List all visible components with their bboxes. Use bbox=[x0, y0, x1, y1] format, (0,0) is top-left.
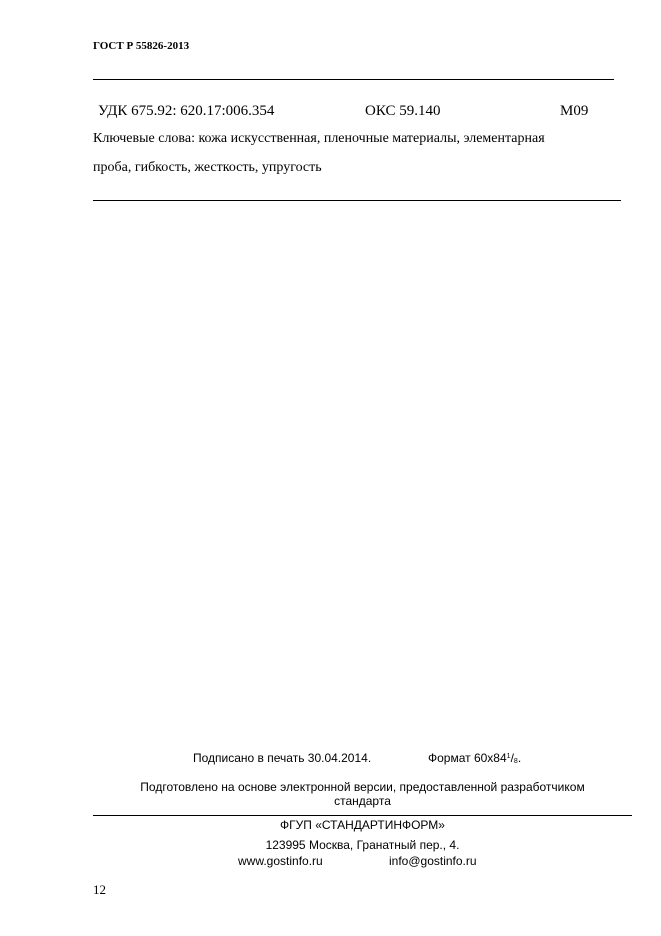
keywords-line-1: Ключевые слова: кожа искусственная, пленочные материалы, элементарная bbox=[93, 131, 545, 146]
format-prefix: Формат 60x84 bbox=[428, 751, 507, 765]
page-number: 12 bbox=[93, 882, 106, 897]
format-numerator: 1 bbox=[506, 753, 511, 760]
keywords-line-2: проба, гибкость, жесткость, упругость bbox=[93, 160, 322, 175]
udk-code: УДК 675.92: 620.17:006.354 bbox=[98, 103, 275, 119]
standard-code: ГОСТ Р 55826-2013 bbox=[93, 40, 190, 52]
format-suffix: . bbox=[517, 751, 522, 765]
publisher-address: 123995 Москва, Гранатный пер., 4. bbox=[265, 838, 460, 852]
format-denominator: 8 bbox=[513, 758, 518, 765]
publisher-name: ФГУП «СТАНДАРТИНФОРМ» bbox=[280, 818, 445, 832]
classification-code: М09 bbox=[560, 103, 589, 119]
imprint-divider bbox=[93, 815, 632, 816]
oks-code: ОКС 59.140 bbox=[365, 103, 441, 119]
publisher-email[interactable]: info@gostinfo.ru bbox=[389, 854, 477, 868]
publisher-website[interactable]: www.gostinfo.ru bbox=[238, 854, 323, 868]
keywords-divider bbox=[93, 200, 621, 201]
signed-date: Подписано в печать 30.04.2014. bbox=[193, 751, 372, 765]
prepared-note bbox=[100, 780, 625, 808]
prepared-note-line-2: стандарта bbox=[334, 794, 391, 808]
top-divider bbox=[93, 79, 614, 80]
paper-format: Формат $60x84^1/_8$. bbox=[428, 751, 522, 765]
prepared-note-line-1: Подготовлено на основе электронной версии, предоставленной разработчиком bbox=[140, 780, 585, 794]
